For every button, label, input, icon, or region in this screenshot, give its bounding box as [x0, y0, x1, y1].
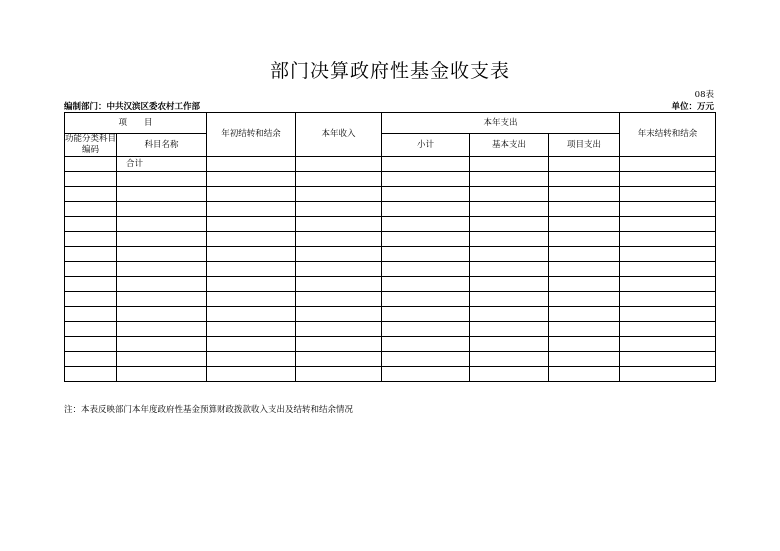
table-cell	[470, 172, 549, 187]
table-row	[65, 367, 716, 382]
table-cell	[65, 262, 117, 277]
table-cell	[620, 292, 716, 307]
table-cell	[65, 337, 117, 352]
table-cell	[296, 322, 382, 337]
table-cell	[470, 322, 549, 337]
table-row	[65, 202, 716, 217]
table-cell	[620, 172, 716, 187]
table-cell	[382, 247, 470, 262]
table-cell	[117, 352, 207, 367]
table-row	[65, 232, 716, 247]
table-cell	[620, 187, 716, 202]
table-cell	[207, 337, 296, 352]
table-cell	[296, 202, 382, 217]
table-cell	[549, 292, 620, 307]
table-cell	[470, 202, 549, 217]
total-begin-cell	[207, 157, 296, 172]
table-cell	[117, 247, 207, 262]
table-cell	[382, 202, 470, 217]
table-cell	[117, 292, 207, 307]
table-cell	[296, 247, 382, 262]
table-cell	[620, 352, 716, 367]
table-cell	[65, 367, 117, 382]
table-cell	[117, 322, 207, 337]
header-begin-balance: 年初结转和结余	[207, 113, 296, 157]
table-cell	[296, 337, 382, 352]
table-cell	[296, 232, 382, 247]
table-cell	[207, 217, 296, 232]
total-code-cell	[65, 157, 117, 172]
table-row	[65, 352, 716, 367]
table-cell	[296, 307, 382, 322]
total-basic-cell	[470, 157, 549, 172]
table-cell	[207, 187, 296, 202]
table-cell	[470, 262, 549, 277]
table-cell	[207, 247, 296, 262]
table-cell	[296, 277, 382, 292]
table-cell	[549, 247, 620, 262]
table-cell	[207, 262, 296, 277]
table-cell	[207, 367, 296, 382]
header-basic: 基本支出	[470, 134, 549, 157]
table-cell	[620, 232, 716, 247]
table-cell	[382, 292, 470, 307]
table-cell	[117, 262, 207, 277]
table-cell	[296, 262, 382, 277]
table-cell	[117, 277, 207, 292]
table-cell	[382, 337, 470, 352]
table-cell	[65, 172, 117, 187]
table-row	[65, 217, 716, 232]
page-title: 部门决算政府性基金收支表	[269, 60, 510, 82]
table-cell	[382, 322, 470, 337]
table-cell	[117, 337, 207, 352]
table-cell	[207, 232, 296, 247]
table-row	[65, 292, 716, 307]
table-cell	[549, 187, 620, 202]
table-cell	[65, 232, 117, 247]
table-cell	[470, 217, 549, 232]
table-cell	[65, 202, 117, 217]
total-row	[65, 157, 716, 172]
table-cell	[549, 262, 620, 277]
header-project: 项 目	[65, 113, 207, 134]
form-number: 08表	[694, 90, 714, 100]
unit-label: 单位：万元	[671, 102, 714, 112]
total-label: 合计	[117, 157, 207, 172]
table-cell	[296, 367, 382, 382]
table-cell	[470, 232, 549, 247]
table-cell	[470, 277, 549, 292]
table-cell	[470, 367, 549, 382]
table-cell	[382, 352, 470, 367]
table-cell	[65, 187, 117, 202]
table-cell	[620, 217, 716, 232]
table-cell	[65, 292, 117, 307]
table-cell	[207, 292, 296, 307]
table-row	[65, 307, 716, 322]
table-cell	[65, 247, 117, 262]
table-cell	[549, 322, 620, 337]
table-cell	[549, 307, 620, 322]
table-cell	[549, 352, 620, 367]
table-cell	[620, 322, 716, 337]
header-income: 本年收入	[296, 113, 382, 157]
header-end-balance: 年末结转和结余	[620, 113, 716, 157]
header-name: 科目名称	[117, 134, 207, 157]
table-row	[65, 187, 716, 202]
total-project-cell	[549, 157, 620, 172]
table-cell	[117, 307, 207, 322]
table-cell	[382, 262, 470, 277]
table-cell	[470, 307, 549, 322]
table-cell	[296, 217, 382, 232]
table-cell	[117, 232, 207, 247]
table-cell	[470, 337, 549, 352]
table-cell	[549, 367, 620, 382]
table-cell	[65, 352, 117, 367]
table-cell	[382, 277, 470, 292]
table-cell	[620, 277, 716, 292]
table-row	[65, 337, 716, 352]
total-subtotal-cell	[382, 157, 470, 172]
table-cell	[549, 172, 620, 187]
table-cell	[470, 352, 549, 367]
table-cell	[65, 277, 117, 292]
table-cell	[207, 202, 296, 217]
table-cell	[117, 367, 207, 382]
organization-label: 编制部门：中共汉滨区委农村工作部	[64, 102, 201, 112]
table-cell	[65, 307, 117, 322]
table-cell	[296, 187, 382, 202]
table-row	[65, 277, 716, 292]
table-row	[65, 262, 716, 277]
header-expense: 本年支出	[382, 113, 620, 134]
table-cell	[549, 232, 620, 247]
table-cell	[207, 277, 296, 292]
table-cell	[117, 187, 207, 202]
table-cell	[470, 292, 549, 307]
footnote: 注：本表反映部门本年度政府性基金预算财政拨款收入支出及结转和结余情况	[64, 405, 354, 415]
table-cell	[620, 337, 716, 352]
header-subtotal: 小计	[382, 134, 470, 157]
header-project-expense: 项目支出	[549, 134, 620, 157]
table-cell	[117, 202, 207, 217]
table-cell	[382, 187, 470, 202]
table-cell	[382, 217, 470, 232]
table-row	[65, 322, 716, 337]
table-cell	[296, 172, 382, 187]
table-cell	[382, 172, 470, 187]
total-end-cell	[620, 157, 716, 172]
header-code: 功能分类科目编码	[65, 134, 117, 155]
table-cell	[65, 322, 117, 337]
table-cell	[620, 202, 716, 217]
table-cell	[65, 217, 117, 232]
table-cell	[470, 247, 549, 262]
table-cell	[296, 292, 382, 307]
table-cell	[620, 247, 716, 262]
table-cell	[549, 217, 620, 232]
table-cell	[470, 187, 549, 202]
table-cell	[620, 367, 716, 382]
table-cell	[117, 217, 207, 232]
table-cell	[620, 262, 716, 277]
table-cell	[207, 352, 296, 367]
table-cell	[382, 307, 470, 322]
table-cell	[382, 367, 470, 382]
table-cell	[549, 277, 620, 292]
table-cell	[207, 307, 296, 322]
table-cell	[296, 352, 382, 367]
table-cell	[620, 307, 716, 322]
table-cell	[382, 232, 470, 247]
table-cell	[549, 202, 620, 217]
table-cell	[207, 322, 296, 337]
table-row	[65, 172, 716, 187]
total-income-cell	[296, 157, 382, 172]
table-cell	[207, 172, 296, 187]
table-cell	[117, 172, 207, 187]
table-cell	[549, 337, 620, 352]
fund-table	[64, 112, 716, 382]
table-row	[65, 247, 716, 262]
